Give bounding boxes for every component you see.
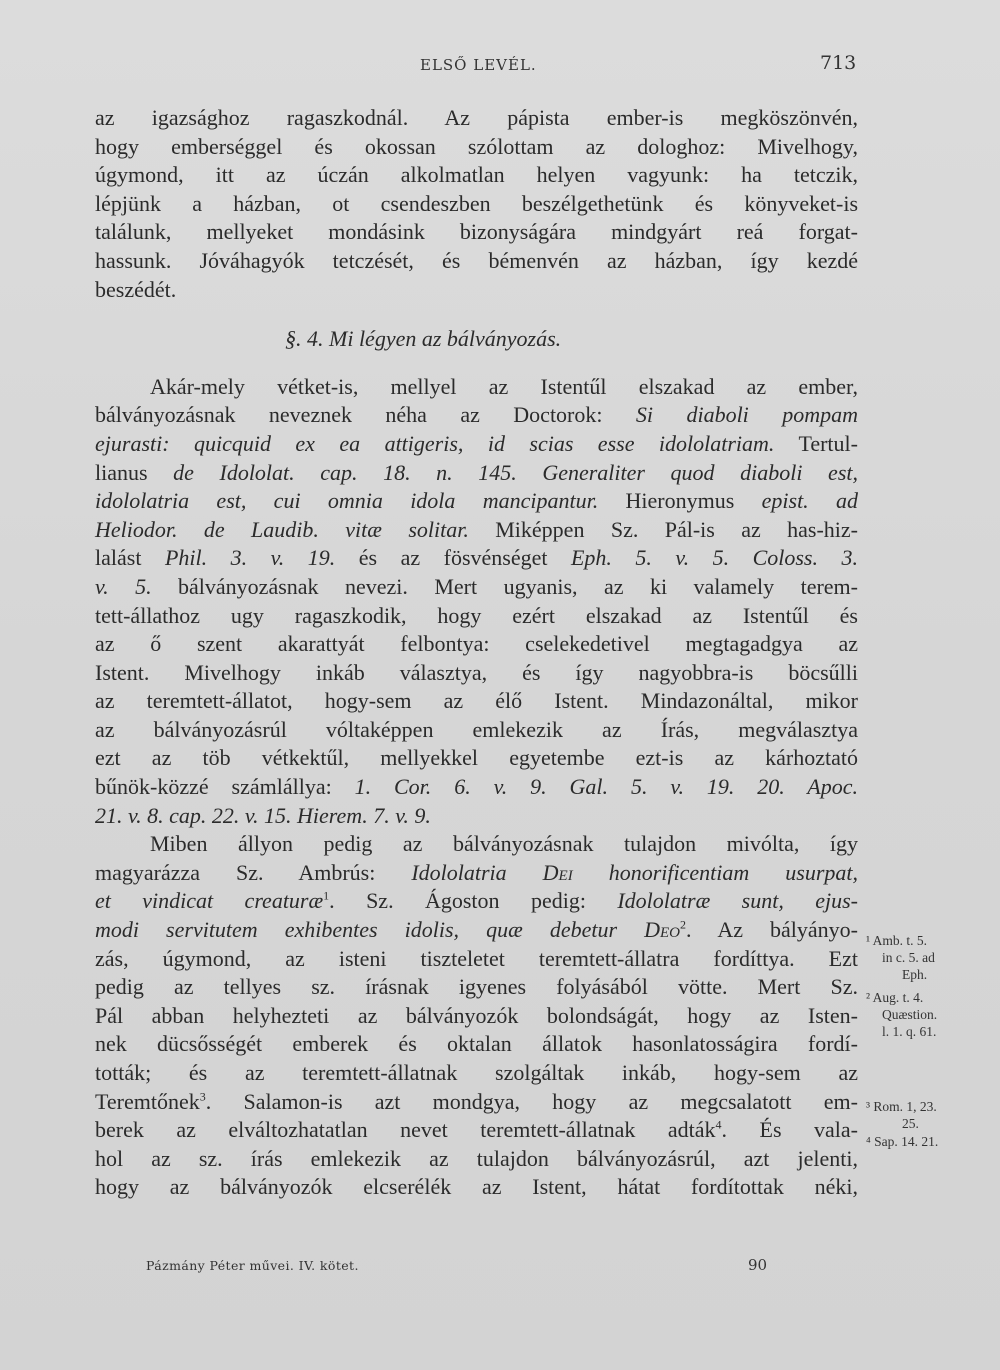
text-line: bűnök-közzé számlállya: 1. Cor. 6. v. 9. Gal. 5. v. 19. 20. Apoc. — [95, 774, 858, 800]
text-line: az ő szent akarattyát felbontya: cselekedetivel megtagadgya az — [95, 631, 858, 657]
text-line: pedig az tellyes sz. írásnak igyenes folyásából vötte. Mert Sz. — [95, 974, 858, 1000]
text-line: nek dücsősségét emberek és oktalan állatok hasonlatosságira fordí- — [95, 1031, 858, 1057]
text-line: 21. v. 8. cap. 22. v. 15. Hierem. 7. v. 9. — [95, 802, 431, 828]
text-line: lianus de Idololat. cap. 18. n. 145. Generaliter quod diaboli est, — [95, 459, 858, 485]
page-number: 713 — [820, 52, 857, 74]
text-line: berek az elváltozhatatlan nevet teremtett-állatnak adták$^4$. És vala- — [95, 1117, 859, 1143]
text-line: et vindicat creaturæ$^1$. Sz. Ágoston pedig: Idololatræ sunt, ejus- — [95, 888, 858, 914]
footnote-ref: 2 — [679, 917, 686, 932]
footnote-ref: 4 — [715, 1117, 722, 1132]
margin-notes — [866, 932, 966, 1150]
text-line: ezt az töb vétkektűl, mellyekkel egyetembe ezt-is az kárhoztató — [95, 745, 858, 771]
main-text — [95, 104, 858, 1202]
text-line: az bálványozásrúl vóltaképpen emlekezik az Írás, megválasztya — [95, 716, 858, 742]
page-footer — [0, 1258, 1000, 1282]
footnote-ref: 3 — [199, 1089, 206, 1104]
text-line: tett-állathoz ugy ragaszkodik, hogy ezért elszakad az Istentűl és — [95, 602, 858, 628]
text-line: Heliodor. de Laudib. vitæ solitar. Miképpen Sz. Pál-is az has-hiz- — [95, 516, 859, 542]
text-line: Istent. Mivelhogy inkáb választya, és így nagyobbra-is böcsűlli — [95, 659, 858, 685]
printer-signature: Pázmány Péter művei. IV. kötet. — [146, 1258, 359, 1273]
text-line: magyarázza Sz. Ambrús: Idololatria Dei honorificentiam usurpat, — [95, 859, 858, 885]
page-header — [0, 52, 1000, 86]
running-head: ELSŐ LEVÉL. — [420, 56, 537, 74]
footnote-ref: 1 — [323, 889, 330, 904]
text-line: hogy emberséggel és okossan szólottam az dologhoz: Mivelhogy, — [95, 133, 858, 159]
text-line: bálványozásnak neveznek néha az Doctorok: Si diaboli pompam — [95, 402, 858, 428]
text-line: idololatria est, cui omnia idola mancipantur. Hieronymus epist. ad — [95, 488, 858, 514]
text-line: lalást Phil. 3. v. 19. és az fösvénséget Eph. 5. v. 5. Coloss. 3. — [95, 545, 858, 571]
text-line: úgymond, itt az úczán alkolmatlan helyen vagyunk: ha tetczik, — [95, 162, 858, 188]
margin-note: ¹ Amb. t. 5. in c. 5. ad Eph. — [866, 933, 935, 982]
text-line: hol az sz. írás emlekezik az tulajdon bálványozásrúl, azt jelenti, — [95, 1145, 858, 1171]
margin-note: ³ Rom. 1, 23. 25. — [866, 1099, 937, 1131]
signature-number: 90 — [748, 1256, 768, 1274]
text-line: zás, úgymond, az isteni tiszteletet teremtett-állatra fordíttya. Ezt — [95, 945, 858, 971]
text-line: hassunk. Jóváhagyók tetczését, és bémenvén az házban, így kezdé — [95, 247, 858, 273]
margin-note: ⁴ Sap. 14. 21. — [866, 1134, 939, 1149]
text-line: Teremtőnek$^3$. Salamon-is azt mondgya, hogy az megcsalatott em- — [95, 1088, 858, 1114]
text-line: modi servitutem exhibentes idolis, quæ debetur Deo$^2$. Az bályányo- — [95, 917, 858, 943]
text-line: lépjünk a házban, ot csendeszben beszélgethetünk és könyveket-is — [95, 190, 858, 216]
text-line: Miben állyon pedig az bálványozásnak tulajdon mivólta, így — [150, 831, 858, 857]
margin-note: ² Aug. t. 4. Quæstion. l. 1. q. 61. — [866, 990, 938, 1039]
text-line: hogy az bálványozók elcserélék az Istent, hátat fordítottak néki, — [95, 1174, 858, 1200]
text-line: tották; és az teremtett-állatnak szolgáltak inkáb, hogy-sem az — [95, 1060, 858, 1085]
text-line: v. 5. bálványozásnak nevezi. Mert ugyanis, az ki valamely terem- — [95, 573, 858, 599]
text-line: Pál abban helyhezteti az bálványozók bolondságát, hogy az Isten- — [95, 1002, 858, 1028]
section-heading: §. 4. Mi légyen az bálványozás. — [285, 326, 562, 352]
text-line: találunk, mellyeket mondásink bizonyságára mindgyárt reá forgat- — [95, 219, 858, 245]
text-line: az teremtett-állatot, hogy-sem az élő Istent. Mindazonáltal, mikor — [95, 688, 858, 714]
text-line: az igazsághoz ragaszkodnál. Az pápista ember-is megköszönvén, — [95, 105, 858, 130]
text-line: beszédét. — [95, 276, 177, 302]
text-line: Akár-mely vétket-is, mellyel az Istentűl elszakad az ember, — [150, 373, 858, 399]
text-line: ejurasti: quicquid ex ea attigeris, id scias esse idololatriam. Tertul- — [95, 430, 858, 456]
